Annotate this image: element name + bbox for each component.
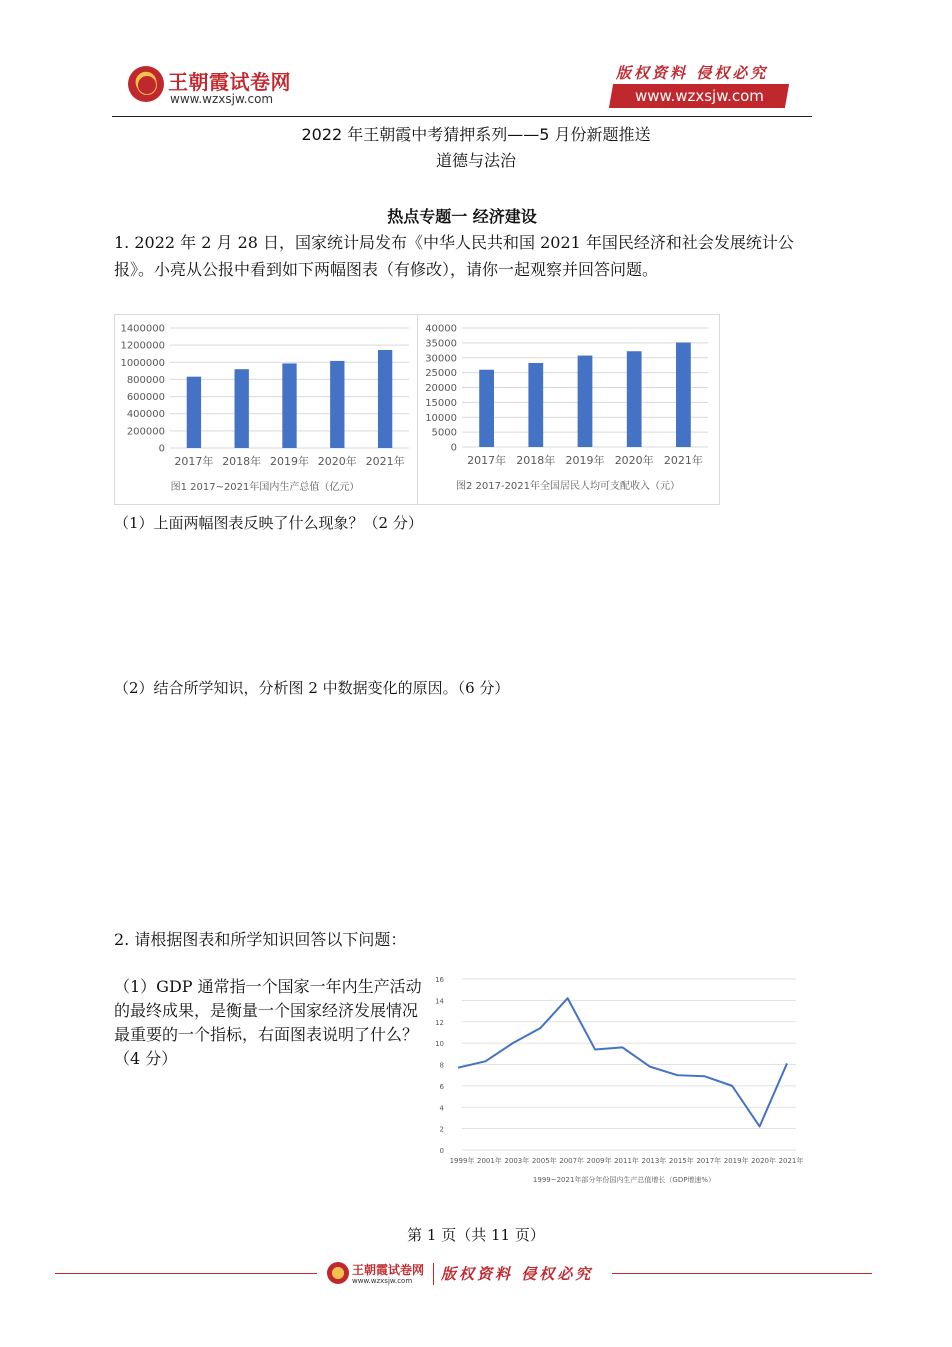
y-tick-label: 4: [439, 1104, 444, 1113]
footer-copyright: 版权资料 侵权必究: [441, 1265, 594, 1283]
x-tick-label: 2015年: [668, 1157, 694, 1165]
bar: [676, 342, 691, 447]
y-tick-label: 15000: [425, 397, 457, 409]
x-tick-label: 2009年: [586, 1157, 612, 1165]
x-tick-label: 2007年: [559, 1157, 585, 1165]
chart-title: 图1 2017~2021年国内生产总值（亿元）: [170, 482, 360, 493]
y-tick-label: 2: [439, 1125, 444, 1134]
page-number: 第 1 页（共 11 页）: [407, 1226, 545, 1244]
y-tick-label: 35000: [425, 338, 457, 350]
x-tick-label: 2017年: [467, 454, 507, 467]
bar: [578, 356, 593, 447]
footer-brand-url: www.wzxsjw.com: [352, 1277, 413, 1285]
footer-line-left: [55, 1273, 317, 1274]
x-tick-label: 2018年: [516, 454, 556, 467]
footer-divider: [433, 1263, 434, 1285]
y-tick-label: 30000: [425, 353, 457, 365]
chart-gdp-box: [114, 314, 418, 505]
y-tick-label: 0: [439, 1147, 444, 1155]
question-2-intro: 2. 请根据图表和所学知识回答以下问题：: [114, 930, 407, 949]
footer-brand-name: 王朝霞试卷网: [352, 1263, 425, 1277]
x-tick-label: 2020年: [614, 454, 654, 467]
doc-subject: 道德与法治: [435, 151, 516, 170]
x-tick-label: 2019年: [565, 454, 605, 467]
y-tick-label: 14: [435, 997, 444, 1006]
y-tick-label: 200000: [126, 426, 165, 438]
y-tick-label: 1200000: [120, 340, 165, 352]
chart-title: 1999~2021年部分年份国内生产总值增长（GDP增速%）: [532, 1176, 716, 1184]
y-tick-label: 1400000: [120, 323, 165, 335]
bar: [235, 369, 249, 448]
question-1-sub-2: （2）结合所学知识，分析图 2 中数据变化的原因。（6 分）: [114, 679, 510, 697]
copyright-notice: 版权资料 侵权必究: [616, 64, 769, 82]
y-tick-label: 6: [439, 1082, 444, 1091]
x-tick-label: 2020年: [751, 1157, 776, 1165]
chart-income: [418, 315, 719, 504]
section-title: 热点专题一 经济建设: [387, 207, 537, 226]
x-tick-label: 2021年: [365, 455, 405, 468]
bar: [627, 351, 642, 447]
chart-income-box: [417, 314, 720, 505]
x-tick-label: 2011年: [614, 1157, 639, 1165]
y-tick-label: 800000: [126, 374, 165, 386]
x-tick-label: 2017年: [696, 1157, 722, 1165]
bar: [187, 377, 201, 448]
y-tick-label: 0: [158, 443, 165, 455]
y-tick-label: 5000: [431, 427, 457, 439]
brand-name: 王朝霞试卷网: [168, 70, 291, 94]
y-tick-label: 10: [435, 1040, 444, 1049]
x-tick-label: 2001年: [477, 1157, 502, 1165]
y-tick-label: 12: [435, 1018, 444, 1027]
y-tick-label: 25000: [425, 368, 457, 380]
y-tick-label: 16: [435, 976, 444, 984]
y-tick-label: 20000: [425, 383, 457, 394]
y-tick-label: 10000: [425, 412, 457, 424]
x-tick-label: 2013年: [641, 1157, 667, 1165]
x-tick-label: 2021年: [778, 1157, 804, 1165]
x-tick-label: 2017年: [174, 455, 214, 468]
question-1-text: 1. 2022 年 2 月 28 日，国家统计局发布《中华人民共和国 2021 年国民经济和社会发展统计公报》。小亮从公报中看到如下两幅图表（有修改），请你一起观察并回答问题。: [114, 233, 794, 279]
footer-logo[interactable]: [327, 1260, 617, 1290]
y-tick-label: 8: [439, 1061, 444, 1070]
bar: [282, 363, 296, 448]
y-tick-label: 40000: [425, 323, 457, 335]
question-1-sub-1: （1）上面两幅图表反映了什么现象？（2 分）: [114, 514, 423, 532]
bar: [528, 363, 543, 447]
url-banner[interactable]: [609, 84, 789, 108]
x-tick-label: 2003年: [504, 1157, 530, 1165]
x-tick-label: 2005年: [531, 1157, 557, 1165]
brand-url: www.wzxsjw.com: [170, 92, 274, 106]
bar: [330, 361, 344, 448]
url-banner-text: www.wzxsjw.com: [634, 87, 764, 105]
bar: [378, 350, 392, 448]
y-tick-label: 400000: [126, 409, 165, 421]
chart-gdp-growth-box: [424, 970, 806, 1192]
chart-title: 图2 2017-2021年全国居民人均可支配收入（元）: [455, 481, 681, 492]
question-2-sub-1: （1）GDP 通常指一个国家一年内生产活动的最终成果，是衡量一个国家经济发展情况最重要的一个指标，右面图表说明了什么？（4 分）: [114, 977, 422, 1068]
y-tick-label: 600000: [126, 392, 165, 404]
x-tick-label: 2018年: [222, 455, 262, 468]
y-tick-label: 0: [450, 442, 457, 454]
header-divider: [112, 116, 812, 117]
x-tick-label: 1999年: [449, 1157, 475, 1165]
brand-logo[interactable]: [128, 64, 328, 114]
footer-line-right: [612, 1273, 872, 1274]
x-tick-label: 2021年: [663, 454, 703, 467]
x-tick-label: 2020年: [317, 455, 357, 468]
doc-title: 2022 年王朝霞中考猜押系列——5 月份新题推送: [301, 125, 651, 144]
bar: [479, 370, 494, 447]
y-tick-label: 1000000: [120, 357, 165, 369]
chart-gdp: [115, 315, 417, 504]
x-tick-label: 2019年: [270, 455, 309, 468]
footer-emblem-icon: [327, 1262, 349, 1284]
chart-gdp-growth: [424, 970, 806, 1192]
x-tick-label: 2019年: [723, 1157, 749, 1165]
brand-emblem-icon: [128, 66, 164, 102]
